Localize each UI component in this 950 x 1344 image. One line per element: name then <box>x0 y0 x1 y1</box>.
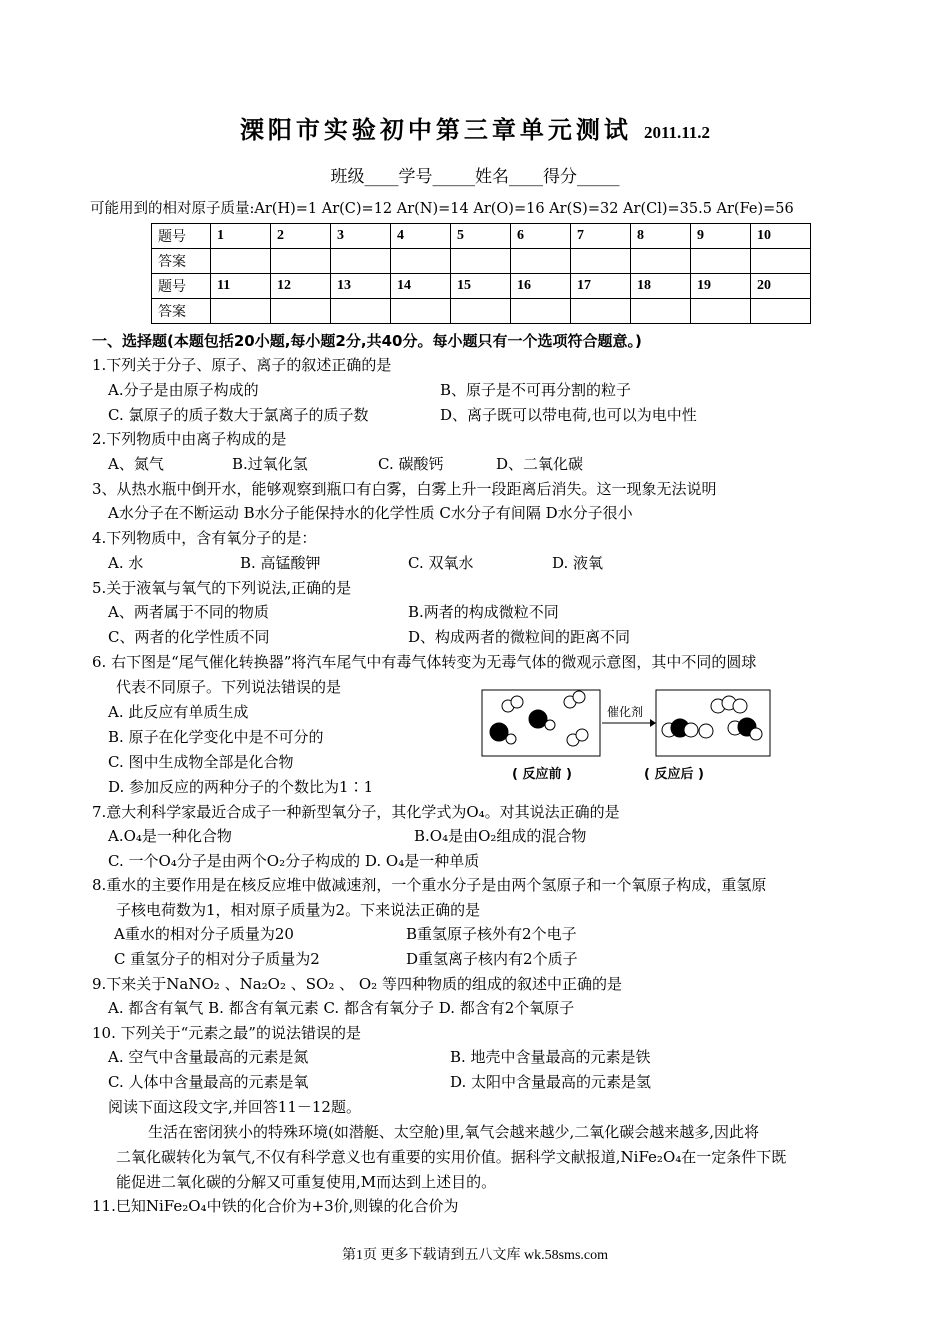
answer-cell[interactable] <box>331 299 391 324</box>
atomic-mass-note: 可能用到的相对原子质量:Ar(H)=1 Ar(C)=12 Ar(N)=14 Ar(O)=16 Ar(S)=32 Ar(Cl)=35.5 Ar(Fe)=56 <box>90 201 794 217</box>
question-3: 3、从热水瓶中倒开水，能够观察到瓶口有白雾，白雾上升一段距离后消失。这一现象无法说明 <box>92 480 717 498</box>
table-row <box>152 299 811 324</box>
answer-cell[interactable] <box>751 249 811 274</box>
question-number: 2 <box>271 224 331 249</box>
question-11: 11.巳知NiFe₂O₄中铁的化合价为+3价,则镍的化合价为 <box>92 1197 459 1215</box>
option: A、两者属于不同的物质 <box>108 603 269 621</box>
question-number: 16 <box>511 274 571 299</box>
table-row <box>152 249 811 274</box>
answer-cell[interactable] <box>391 249 451 274</box>
reading-intro: 阅读下面这段文字,并回答11－12题。 <box>108 1098 361 1116</box>
answer-cell[interactable] <box>631 249 691 274</box>
question-number: 19 <box>691 274 751 299</box>
question-number: 7 <box>571 224 631 249</box>
catalyst-label: 催化剂 <box>607 705 644 719</box>
option: B.O₄是由O₂组成的混合物 <box>414 827 587 845</box>
options-row: A水分子在不断运动 B水分子能保持水的化学性质 C水分子有间隔 D水分子很小 <box>108 504 633 522</box>
option: C、两者的化学性质不同 <box>108 628 270 646</box>
option: A重水的相对分子质量为20 <box>114 925 294 943</box>
option: D、二氧化碳 <box>496 455 584 473</box>
option: A. 此反应有单质生成 <box>108 703 249 721</box>
answer-cell[interactable] <box>451 249 511 274</box>
answer-cell[interactable] <box>751 299 811 324</box>
option: B重氢原子核外有2个电子 <box>406 925 577 943</box>
answer-table <box>151 223 811 324</box>
option: C. 双氧水 <box>408 554 474 572</box>
answer-cell[interactable] <box>271 299 331 324</box>
option: A. 水 <box>108 554 144 572</box>
option: B. 原子在化学变化中是不可分的 <box>108 728 324 746</box>
table-row <box>152 274 811 299</box>
after-label: ( 反应后 ) <box>644 767 704 782</box>
label-answer: 答案 <box>152 299 211 324</box>
question-number: 6 <box>511 224 571 249</box>
option: B. 地壳中含量最高的元素是铁 <box>450 1048 651 1066</box>
answer-cell[interactable] <box>631 299 691 324</box>
reading-paragraph: 二氧化碳转化为氧气,不仅有科学意义也有重要的实用价值。据科学文献报道,NiFe₂O₄在一定条件下既 <box>116 1148 787 1166</box>
option: D. 参加反应的两种分子的个数比为1∶1 <box>108 778 374 796</box>
option: D重氢离子核内有2个质子 <box>406 950 578 968</box>
question-5: 5.关于液氧与氧气的下列说法,正确的是 <box>92 579 352 597</box>
answer-cell[interactable] <box>691 249 751 274</box>
question-8-cont: 子核电荷数为1，相对原子质量为2。下来说法正确的是 <box>116 901 481 919</box>
question-number: 9 <box>691 224 751 249</box>
question-number: 1 <box>211 224 271 249</box>
question-6: 6. 右下图是“尾气催化转换器”将汽车尾气中有毒气体转变为无毒气体的微观示意图，其中不同的圆球 <box>92 653 757 671</box>
question-number: 11 <box>211 274 271 299</box>
option: C 重氢分子的相对分子质量为2 <box>114 950 320 968</box>
question-number: 14 <box>391 274 451 299</box>
page-footer: 第1页 更多下载请到五八文库 wk.58sms.com <box>342 1248 608 1263</box>
answer-cell[interactable] <box>571 299 631 324</box>
answer-cell[interactable] <box>691 299 751 324</box>
question-number: 4 <box>391 224 451 249</box>
question-number: 18 <box>631 274 691 299</box>
question-9: 9.下来关于NaNO₂ 、Na₂O₂ 、SO₂ 、 O₂ 等四种物质的组成的叙述中正确的是 <box>92 975 622 993</box>
options-row: A. 都含有氧气 B. 都含有氧元素 C. 都含有氧分子 D. 都含有2个氧原子 <box>108 999 575 1017</box>
answer-cell[interactable] <box>271 249 331 274</box>
section-heading: 一、选择题(本题包括20小题,每小题2分,共40分。每小题只有一个选项符合题意。) <box>92 332 642 350</box>
question-10: 10. 下列关于“元素之最”的说法错误的是 <box>92 1024 361 1042</box>
question-number: 10 <box>751 224 811 249</box>
reading-paragraph: 生活在密闭狭小的特殊环境(如潜艇、太空舱)里,氧气会越来越少,二氧化碳会越来越多,因此将 <box>148 1123 760 1141</box>
question-number: 17 <box>571 274 631 299</box>
test-date: 2011.11.2 <box>643 123 711 142</box>
reaction-diagram <box>478 688 778 788</box>
option: A. 空气中含量最高的元素是氮 <box>108 1048 309 1066</box>
question-1: 1.下列关于分子、原子、离子的叙述正确的是 <box>92 356 392 374</box>
question-number: 5 <box>451 224 511 249</box>
reading-paragraph: 能促进二氧化碳的分解又可重复使用,M而达到上述目的。 <box>116 1173 497 1191</box>
option: C. 碳酸钙 <box>378 455 444 473</box>
option: B.过氧化氢 <box>232 455 308 473</box>
option: A.分子是由原子构成的 <box>108 381 259 399</box>
options-row: C. 一个O₄分子是由两个O₂分子构成的 D. O₄是一种单质 <box>108 852 480 870</box>
option: C. 氯原子的质子数大于氯离子的质子数 <box>108 406 369 424</box>
option: C. 图中生成物全部是化合物 <box>108 753 294 771</box>
answer-cell[interactable] <box>451 299 511 324</box>
answer-cell[interactable] <box>511 249 571 274</box>
option: A.O₄是一种化合物 <box>108 827 232 845</box>
answer-cell[interactable] <box>211 249 271 274</box>
table-row <box>152 224 811 249</box>
question-8: 8.重水的主要作用是在核反应堆中做减速剂，一个重水分子是由两个氢原子和一个氧原子构成，重氢原 <box>92 876 767 894</box>
page-title <box>0 110 950 145</box>
option: B、原子是不可再分割的粒子 <box>440 381 632 399</box>
answer-cell[interactable] <box>331 249 391 274</box>
answer-cell[interactable] <box>571 249 631 274</box>
question-number: 3 <box>331 224 391 249</box>
option: C. 人体中含量最高的元素是氧 <box>108 1073 309 1091</box>
question-4: 4.下列物质中，含有氧分子的是： <box>92 529 317 547</box>
question-number: 13 <box>331 274 391 299</box>
option: D. 太阳中含量最高的元素是氢 <box>450 1073 652 1091</box>
question-6-cont: 代表不同原子。下列说法错误的是 <box>116 678 342 696</box>
answer-cell[interactable] <box>211 299 271 324</box>
question-number: 15 <box>451 274 511 299</box>
question-number: 20 <box>751 274 811 299</box>
answer-cell[interactable] <box>391 299 451 324</box>
student-info-line: 班级____学号_____姓名____得分_____ <box>330 167 620 187</box>
option: D. 液氧 <box>552 554 604 572</box>
option: B.两者的构成微粒不同 <box>408 603 559 621</box>
answer-cell[interactable] <box>511 299 571 324</box>
question-number: 12 <box>271 274 331 299</box>
title-text: 溧阳市实验初中第三章单元测试 <box>239 116 632 144</box>
label-answer: 答案 <box>152 249 211 274</box>
before-label: ( 反应前 ) <box>512 767 572 782</box>
question-7: 7.意大利科学家最近合成子一种新型氧分子，其化学式为O₄。对其说法正确的是 <box>92 803 620 821</box>
question-number: 8 <box>631 224 691 249</box>
option: B. 高锰酸钾 <box>240 554 321 572</box>
label-question-no: 题号 <box>152 224 211 249</box>
label-question-no: 题号 <box>152 274 211 299</box>
question-2: 2.下列物质中由离子构成的是 <box>92 430 287 448</box>
option: D、构成两者的微粒间的距离不同 <box>408 628 631 646</box>
option: D、离子既可以带电荷,也可以为电中性 <box>440 406 697 424</box>
option: A、氮气 <box>108 455 164 473</box>
